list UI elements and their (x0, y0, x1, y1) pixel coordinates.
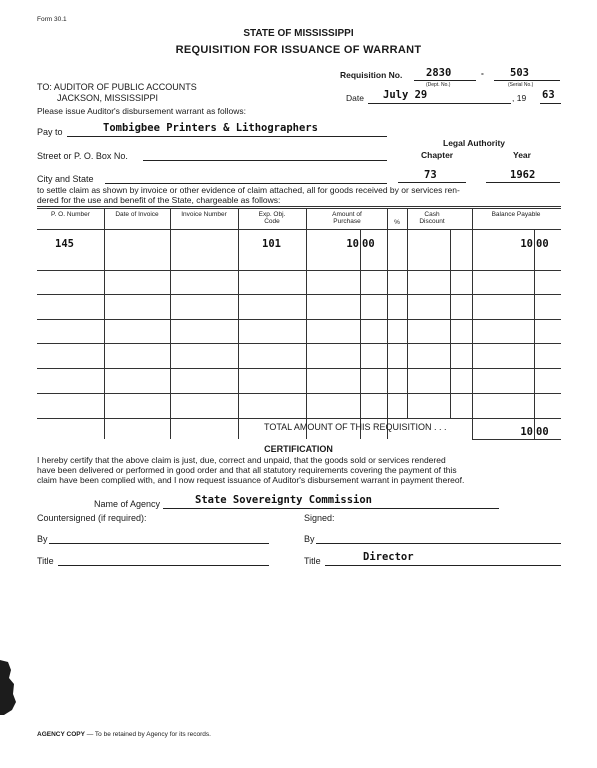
signed-title-label: Title (304, 556, 321, 566)
street-label: Street or P. O. Box No. (37, 151, 128, 161)
pay-to-label: Pay to (37, 127, 63, 137)
total-cents[interactable]: 00 (536, 426, 549, 438)
certification-heading: CERTIFICATION (264, 444, 333, 454)
header-po-number: P. O. Number (51, 211, 90, 218)
legal-authority-label: Legal Authority (443, 138, 506, 148)
certification-line-1: I hereby certify that the above claim is just, due, correct and unpaid, that the goods sold or services rendered (37, 455, 446, 465)
footer (37, 731, 211, 738)
header-exp-obj-code: Exp. Obj. Code (258, 211, 286, 225)
header-pct: % (394, 219, 400, 226)
main-title: REQUISITION FOR ISSUANCE OF WARRANT (175, 44, 422, 56)
chapter-label: Chapter (421, 150, 454, 160)
signed-by-label: By (304, 534, 315, 544)
chapter-value[interactable]: 73 (424, 169, 437, 181)
year-value[interactable]: 63 (542, 89, 555, 101)
row-balance-cents[interactable]: 00 (536, 238, 549, 250)
header-balance-payable: Balance Payable (491, 211, 541, 218)
year-prefix: , 19 (512, 93, 527, 103)
date-label: Date (346, 93, 364, 103)
requisition-serial-no[interactable]: 503 (510, 67, 529, 79)
to-line-1: TO: AUDITOR OF PUBLIC ACCOUNTS (37, 82, 197, 92)
state-title: STATE OF MISSISSIPPI (243, 28, 354, 39)
requisition-form: Form 30.1 STATE OF MISSISSIPPI REQUISITION FOR ISSUANCE OF WARRANT TO: AUDITOR OF PUBLIC ACCOUNTS JACKSON, MISSISSIPPI Please issue Auditor's disbursement warrant as follows: Requisition No. 2830 - 503 (Dept. No.) (Serial No.) Date July 29 , 19 63 Pay to Tombigbee Printers & Lithographers Legal Authority Chapter Year Street or P. O. Box No. City and State 73 1962 to settle claim as shown by invoice or other evidence of claim attached, all for goods received by or services ren- dered for the use and benefit of the State, chargeable as follows: P. O. Number Date of Invoice Invoice Number Exp. Obj. Code Amount of Purchase % Cash Discount Balance Payable 145 101 10 00 10 00 TOTAL AMOUNT OF THIS REQUISITION . . . 10 00 CERTIFICATION I hereby certify that the above claim is just, due, correct and unpaid, that the goods sold or services rendered have been delivered or performed in good order and that all statutory requirements covering the payment of this claim have been complied with, and I now request issuance of Auditor's disbursement warrant in payment thereof. Name of Agency State Sovereignty Commission Countersigned (if required): Signed: By By Title Title Director AGENCY COPY — To be retained by Agency for its records. (0, 0, 597, 768)
header-invoice-number: Invoice Number (181, 211, 227, 218)
signed-by-field[interactable] (316, 543, 561, 544)
certification-line-3: claim have been complied with, and I now request issuance of Auditor's disbursement warrant in payment thereof. (37, 475, 465, 485)
agency-label: Name of Agency (94, 499, 161, 509)
to-line-2: JACKSON, MISSISSIPPI (57, 93, 159, 103)
pay-to-value[interactable]: Tombigbee Printers & Lithographers (103, 122, 318, 134)
requisition-label: Requisition No. (340, 70, 403, 80)
dept-no-caption: (Dept. No.) (426, 82, 451, 88)
settle-text-2: dered for the use and benefit of the State, chargeable as follows: (37, 195, 281, 205)
serial-no-caption: (Serial No.) (508, 82, 534, 88)
total-dollars[interactable]: 10 (520, 426, 533, 438)
countersign-by-label: By (37, 534, 48, 544)
certification-line-2: have been delivered or performed in good order and that all statutory requirements covering the payment of this (37, 465, 457, 475)
legal-year-value[interactable]: 1962 (510, 169, 536, 181)
city-label: City and State (37, 174, 94, 184)
countersign-title-label: Title (37, 556, 54, 566)
requisition-dept-no[interactable]: 2830 (426, 67, 452, 79)
row-po-number[interactable]: 145 (55, 238, 74, 250)
year-label: Year (513, 150, 531, 160)
row-amount-dollars[interactable]: 10 (346, 238, 359, 250)
header-cash-discount: Cash Discount (419, 211, 445, 225)
footer-copy-label: AGENCY COPY (37, 731, 85, 738)
form-number: Form 30.1 (37, 16, 67, 23)
punch-mark-icon (0, 660, 20, 715)
signed-label: Signed: (304, 513, 335, 523)
footer-copy-text: — To be retained by Agency for its records. (86, 731, 211, 738)
signed-title-value[interactable]: Director (363, 551, 414, 563)
row-amount-cents[interactable]: 00 (362, 238, 375, 250)
row-balance-dollars[interactable]: 10 (520, 238, 533, 250)
date-value[interactable]: July 29 (383, 89, 428, 101)
header-amount-of-purchase: Amount of Purchase (332, 211, 362, 225)
countersign-by-field[interactable] (49, 543, 269, 544)
header-date-of-invoice: Date of Invoice (115, 211, 159, 218)
settle-text-1: to settle claim as shown by invoice or other evidence of claim attached, all for goods received by or services ren- (37, 185, 460, 195)
row-exp-obj-code[interactable]: 101 (262, 238, 281, 250)
instruction-text: Please issue Auditor's disbursement warrant as follows: (37, 106, 247, 116)
countersign-title-field[interactable] (58, 565, 269, 566)
agency-value[interactable]: State Sovereignty Commission (195, 494, 373, 506)
countersigned-label: Countersigned (if required): (37, 513, 147, 523)
total-label: TOTAL AMOUNT OF THIS REQUISITION . . . (264, 422, 447, 432)
